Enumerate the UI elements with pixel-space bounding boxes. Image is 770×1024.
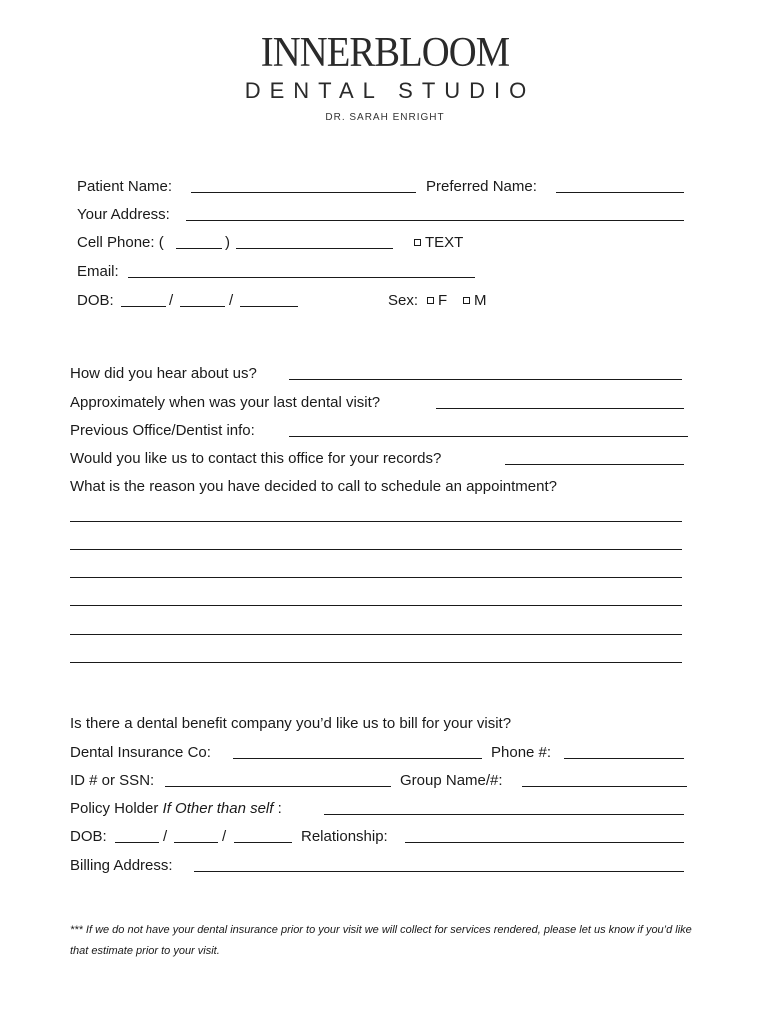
billing-address-field[interactable] bbox=[194, 871, 684, 872]
holder-dob-slash-1: / bbox=[163, 828, 168, 845]
sex-f-checkbox[interactable] bbox=[427, 297, 434, 304]
policy-holder-label bbox=[70, 798, 282, 820]
holder-dob-label: DOB: bbox=[70, 828, 107, 845]
patient-name-label: Patient Name: bbox=[77, 178, 173, 195]
holder-dob-slash-2: / bbox=[222, 828, 227, 845]
reason-line[interactable] bbox=[70, 605, 682, 606]
previous-office-field[interactable] bbox=[289, 436, 688, 437]
last-visit-field[interactable] bbox=[436, 408, 684, 409]
policy-holder-colon: : bbox=[277, 800, 282, 817]
holder-dob-month-field[interactable] bbox=[115, 842, 159, 843]
text-label: TEXT bbox=[425, 234, 464, 251]
letterhead bbox=[0, 30, 770, 123]
reason-line[interactable] bbox=[70, 549, 682, 550]
cell-phone-field[interactable] bbox=[236, 248, 393, 249]
sex-f-label: F bbox=[438, 292, 448, 309]
patient-name-field[interactable] bbox=[191, 192, 416, 193]
previous-office-label: Previous Office/Dentist info: bbox=[70, 422, 255, 439]
reason-line[interactable] bbox=[70, 634, 682, 635]
brand-subtitle: DENTAL STUDIO bbox=[244, 78, 536, 103]
sex-label: Sex: bbox=[388, 292, 419, 309]
reason-line[interactable] bbox=[70, 521, 682, 522]
email-field[interactable] bbox=[128, 277, 475, 278]
holder-dob-day-field[interactable] bbox=[174, 842, 218, 843]
dob-slash-1: / bbox=[169, 292, 174, 309]
sex-m-label: M bbox=[474, 292, 487, 309]
policy-holder-text: Policy Holder bbox=[70, 800, 159, 817]
contact-office-field[interactable] bbox=[505, 464, 684, 465]
relationship-label: Relationship: bbox=[301, 828, 388, 845]
text-checkbox[interactable] bbox=[414, 239, 421, 246]
hear-field[interactable] bbox=[289, 379, 682, 380]
cell-phone-close: ) bbox=[225, 234, 230, 251]
relationship-field[interactable] bbox=[405, 842, 684, 843]
policy-holder-qualifier: If Other than self bbox=[162, 800, 274, 817]
group-name-label: Group Name/#: bbox=[400, 772, 503, 789]
policy-holder-field[interactable] bbox=[324, 814, 684, 815]
dob-label: DOB: bbox=[77, 292, 114, 309]
insurance-phone-field[interactable] bbox=[564, 758, 684, 759]
doctor-name: DR. SARAH ENRIGHT bbox=[325, 112, 445, 123]
insurance-company-label: Dental Insurance Co: bbox=[70, 744, 211, 761]
insurance-question: Is there a dental benefit company you’d like us to bill for your visit? bbox=[70, 715, 512, 732]
sex-f-option[interactable] bbox=[427, 290, 447, 312]
reason-label: What is the reason you have decided to call to schedule an appointment? bbox=[70, 478, 557, 495]
preferred-name-field[interactable] bbox=[556, 192, 684, 193]
preferred-name-label: Preferred Name: bbox=[426, 178, 537, 195]
id-ssn-label: ID # or SSN: bbox=[70, 772, 155, 789]
text-option[interactable] bbox=[414, 232, 463, 254]
email-label: Email: bbox=[77, 263, 119, 280]
brand-logo: INNERBLOOM bbox=[260, 30, 510, 76]
cell-phone-label: Cell Phone: ( bbox=[77, 234, 164, 251]
id-ssn-field[interactable] bbox=[165, 786, 391, 787]
dob-slash-2: / bbox=[229, 292, 234, 309]
hear-label: How did you hear about us? bbox=[70, 365, 257, 382]
dob-day-field[interactable] bbox=[180, 306, 225, 307]
reason-line[interactable] bbox=[70, 662, 682, 663]
insurance-phone-label: Phone #: bbox=[491, 744, 552, 761]
insurance-footnote: *** If we do not have your dental insurance prior to your visit we will collect for services rendered, please let us know if you’d like that estimate prior to your visit. bbox=[70, 924, 692, 957]
sex-m-option[interactable] bbox=[463, 290, 487, 312]
holder-dob-year-field[interactable] bbox=[234, 842, 292, 843]
area-code-field[interactable] bbox=[176, 248, 222, 249]
group-name-field[interactable] bbox=[522, 786, 687, 787]
billing-address-label: Billing Address: bbox=[70, 857, 173, 874]
sex-m-checkbox[interactable] bbox=[463, 297, 470, 304]
reason-line[interactable] bbox=[70, 577, 682, 578]
address-label: Your Address: bbox=[77, 206, 170, 223]
contact-office-label: Would you like us to contact this office for your records? bbox=[70, 450, 442, 467]
insurance-company-field[interactable] bbox=[233, 758, 482, 759]
dob-year-field[interactable] bbox=[240, 306, 298, 307]
dob-month-field[interactable] bbox=[121, 306, 166, 307]
address-field[interactable] bbox=[186, 220, 684, 221]
last-visit-label: Approximately when was your last dental visit? bbox=[70, 394, 381, 411]
